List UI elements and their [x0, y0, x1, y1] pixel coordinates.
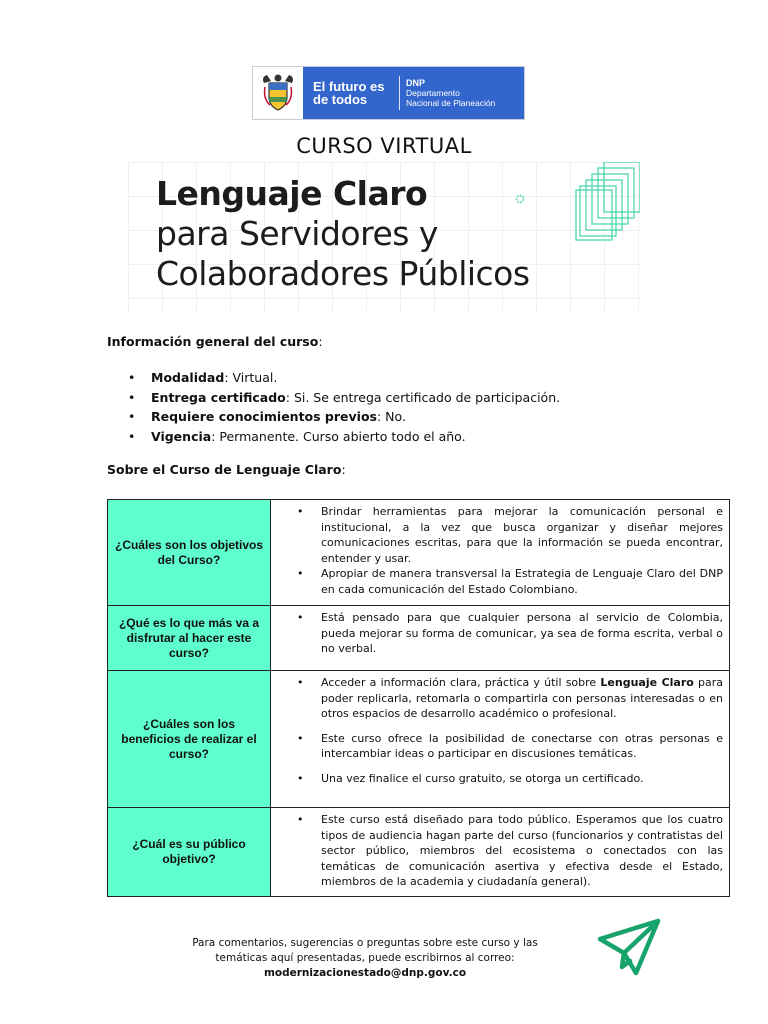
header-banner — [252, 66, 525, 120]
general-info-list — [128, 368, 560, 446]
item-label: Vigencia — [151, 428, 212, 444]
hero-title-line-2: para Servidores y — [156, 214, 438, 253]
decorative-dot-icon — [515, 194, 525, 204]
stacked-boxes-icon — [574, 162, 640, 242]
item-value: Permanente. Curso abierto todo el año. — [219, 428, 466, 444]
answer-item: • Una vez finalice el curso gratuito, se otorga un certificado. — [277, 771, 723, 787]
footer-line-1: Para comentarios, sugerencias o preguntas sobre este curso y las — [192, 937, 538, 949]
list-item: • Entrega certificado: Si. Se entrega certificado de participación. — [128, 388, 560, 408]
brand-panel — [303, 67, 524, 119]
org-abbr: DNP — [406, 78, 426, 88]
hero-title-line-3: Colaboradores Públicos — [156, 254, 530, 293]
answer-cell — [271, 606, 730, 671]
general-info-heading-text: Información general del curso — [107, 334, 319, 349]
item-value: Virtual. — [232, 370, 278, 385]
item-label: Entrega certificado — [151, 389, 286, 405]
footer-contact — [150, 936, 580, 981]
divider — [399, 76, 400, 110]
about-heading: Sobre el Curso de Lenguaje Claro: — [107, 462, 346, 477]
list-item: • Requiere conocimientos previos: No. — [128, 407, 560, 427]
answer-text: para poder replicarla, retomarla o compartirla con personas interesadas o en otros espacios de desarrollo académico o profesional. — [321, 676, 724, 721]
table-row — [108, 808, 730, 897]
table-row — [108, 500, 730, 606]
question-cell: ¿Cuál es su público objetivo? — [108, 808, 271, 897]
course-label: CURSO VIRTUAL — [296, 134, 472, 158]
question-cell: ¿Cuáles son los objetivos del Curso? — [108, 500, 271, 606]
hero-title-line-1: Lenguaje Claro — [156, 174, 428, 213]
answer-text: Acceder a información clara, práctica y útil sobre — [321, 676, 601, 689]
item-label: Requiere conocimientos previos — [151, 409, 377, 424]
item-label: Modalidad — [151, 370, 225, 385]
question-cell: ¿Cuáles son los beneficios de realizar el curso? — [108, 671, 271, 808]
org-line-1: Departamento — [406, 88, 460, 98]
answer-cell — [271, 671, 730, 808]
list-item: • Modalidad: Virtual. — [128, 368, 560, 388]
question-cell: ¿Qué es lo que más va a disfrutar al hacer este curso? — [108, 606, 271, 671]
answer-cell — [271, 808, 730, 897]
about-heading-text: Sobre el Curso de Lenguaje Claro — [107, 462, 342, 477]
coat-of-arms-icon — [253, 67, 303, 119]
answer-item: • Este curso ofrece la posibilidad de conectarse con otras personas e intercambiar ideas o participar en discusiones temáticas. — [277, 731, 723, 762]
org-line-2: Nacional de Planeación — [406, 98, 496, 108]
table-row — [108, 606, 730, 671]
org-name — [406, 78, 495, 108]
item-value: Si. Se entrega certificado de participación. — [293, 389, 561, 405]
item-value: No. — [385, 409, 406, 424]
answer-cell — [271, 500, 730, 606]
footer-line-2: temáticas aquí presentadas, puede escribirnos al correo: — [215, 952, 515, 964]
answer-item — [277, 675, 723, 722]
answer-item: • Brindar herramientas para mejorar la comunicación personal e institucional, a la vez que busca organizar y diseñar mejores comunicaciones escritas, para que la información se pueda encontrar, entender y usar. — [277, 504, 723, 566]
table-row — [108, 671, 730, 808]
hero-banner — [128, 162, 640, 312]
list-item: • Vigencia: Permanente. Curso abierto todo el año. — [128, 427, 560, 447]
contact-email-link[interactable]: modernizacionestado@dnp.gov.co — [263, 967, 467, 979]
paper-plane-icon — [596, 917, 662, 977]
answer-item: • Está pensado para que cualquier persona al servicio de Colombia, pueda mejorar su forma de comunicar, ya sea de forma escrita, verbal o no verbal. — [277, 610, 723, 657]
faq-table — [107, 499, 730, 897]
answer-item: • Apropiar de manera transversal la Estrategia de Lenguaje Claro del DNP en cada comunicación del Estado Colombiano. — [277, 566, 723, 597]
answer-bold-text: Lenguaje Claro — [600, 676, 694, 689]
slogan: El futuro es de todos — [313, 79, 385, 107]
answer-item: • Este curso está diseñado para todo público. Esperamos que los cuatro tipos de audiencia hagan parte del curso (funcionarios y contratistas del sector público, miembros del ecosistema o conectados con las temáticas de comunicación asertiva y efectiva desde el Estado, miembros de la academia y ciudadanía general). — [277, 812, 723, 890]
general-info-heading: Información general del curso: — [107, 334, 323, 349]
